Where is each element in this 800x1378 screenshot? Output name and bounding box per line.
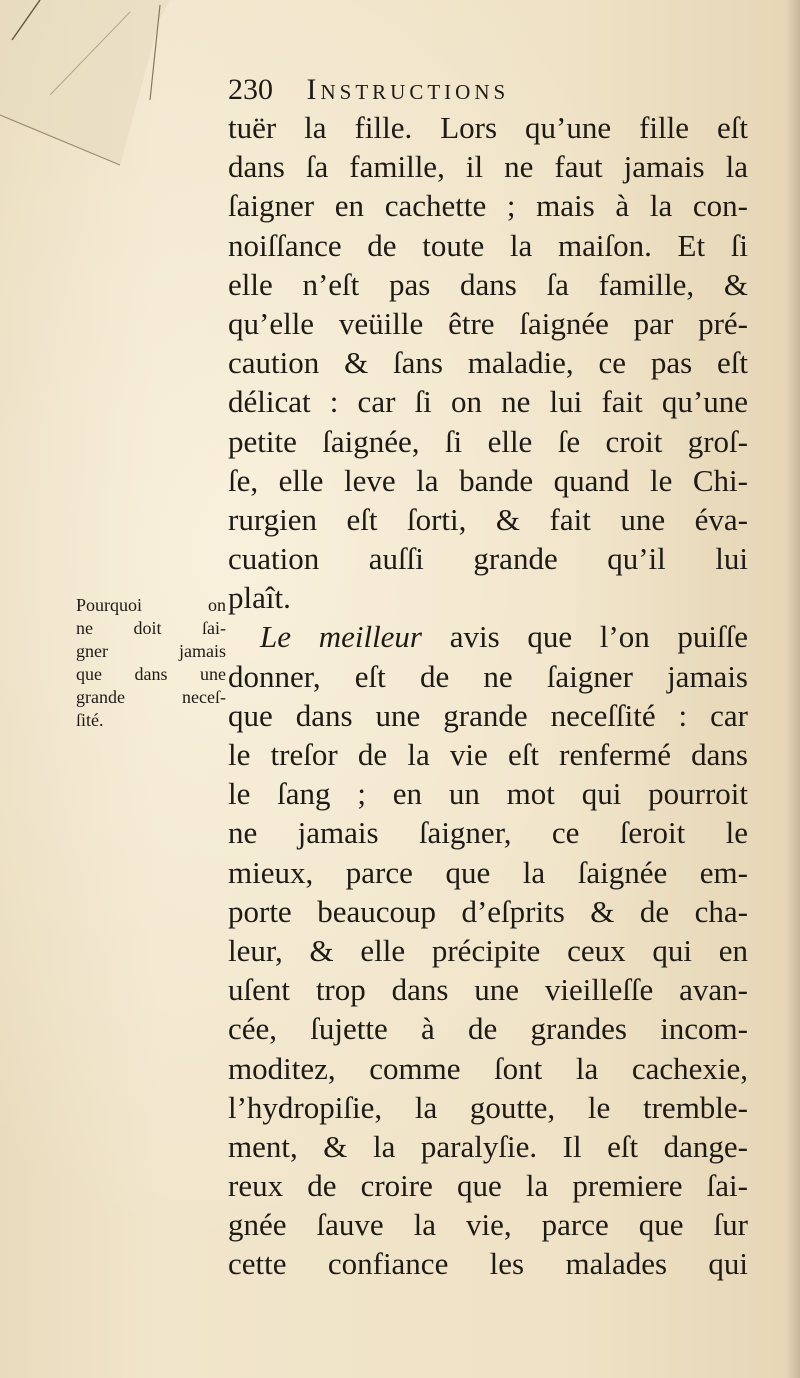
margin-note-line: ſité. [76, 710, 104, 730]
page-corner-fold [0, 0, 170, 170]
margin-note [76, 594, 226, 732]
text-line: moditez, comme ſont la cachexie, [228, 1050, 748, 1086]
text-line: donner, eſt de ne ſaigner jamais [228, 658, 748, 694]
page-number: 230 [228, 73, 273, 106]
emphasis-lead: Le meilleur [260, 619, 422, 655]
text-line: qu’elle veüille être ſaignée par pré- [228, 305, 748, 341]
text-line: délicat : car ſi on ne lui fait qu’une [228, 384, 748, 420]
text-line: ſaigner en cachette ; mais à la con- [228, 188, 748, 224]
text-line: uſent trop dans une vieilleſſe avan- [228, 972, 748, 1008]
page-header [228, 72, 648, 108]
text-line: cée, ſujette à de grandes incom- [228, 1011, 748, 1047]
margin-note-line: gner jamais [76, 641, 226, 661]
paragraph-first-line [228, 617, 748, 656]
margin-note-line: Pourquoi on [76, 595, 226, 615]
text-line: noiſſance de toute la maiſon. Et ſi [228, 227, 748, 263]
text-line: ſe, elle leve la bande quand le Chi- [228, 462, 748, 498]
page-right-edge-shadow [786, 0, 800, 1378]
text-line: ment, & la paralyſie. Il eſt dange- [228, 1128, 748, 1164]
text-line: leur, & elle précipite ceux qui en [228, 932, 748, 968]
text-line: que dans une grande neceſſité : car [228, 697, 748, 733]
running-title: Instructions [306, 73, 510, 106]
text-fragment: avis que l’on puiſſe [449, 619, 749, 655]
text-line: le ſang ; en un mot qui pourroit [228, 776, 748, 812]
text-line: dans ſa famille, il ne faut jamais la [228, 149, 748, 185]
text-line: petite ſaignée, ſi elle ſe croit groſ- [228, 423, 748, 459]
text-line: plaît. [228, 580, 291, 616]
margin-note-line: que dans une [76, 664, 226, 684]
text-line: rurgien eſt ſorti, & fait une éva- [228, 501, 748, 537]
text-line: ne jamais ſaigner, ce ſeroit le [228, 815, 748, 851]
text-line: cette confiance les malades qui [228, 1246, 748, 1282]
text-line: tuër la fille. Lors qu’une fille eſt [228, 110, 748, 145]
body-text [228, 108, 748, 1284]
text-line: elle n’eſt pas dans ſa famille, & [228, 266, 748, 302]
text-line: mieux, parce que la ſaignée em- [228, 854, 748, 890]
text-line: cuation auſſi grande qu’il lui [228, 541, 748, 577]
text-line: le treſor de la vie eſt renfermé dans [228, 737, 748, 772]
text-line: caution & ſans maladie, ce pas eſt [228, 345, 748, 381]
text-line: reux de croire que la premiere ſai- [228, 1168, 748, 1204]
margin-note-line: ne doit ſai- [76, 618, 226, 638]
text-line: l’hydropiſie, la goutte, le tremble- [228, 1089, 748, 1125]
text-line: porte beaucoup d’eſprits & de cha- [228, 893, 748, 929]
text-line: gnée ſauve la vie, parce que ſur [228, 1207, 748, 1243]
margin-note-line: grande neceſ- [76, 687, 226, 707]
